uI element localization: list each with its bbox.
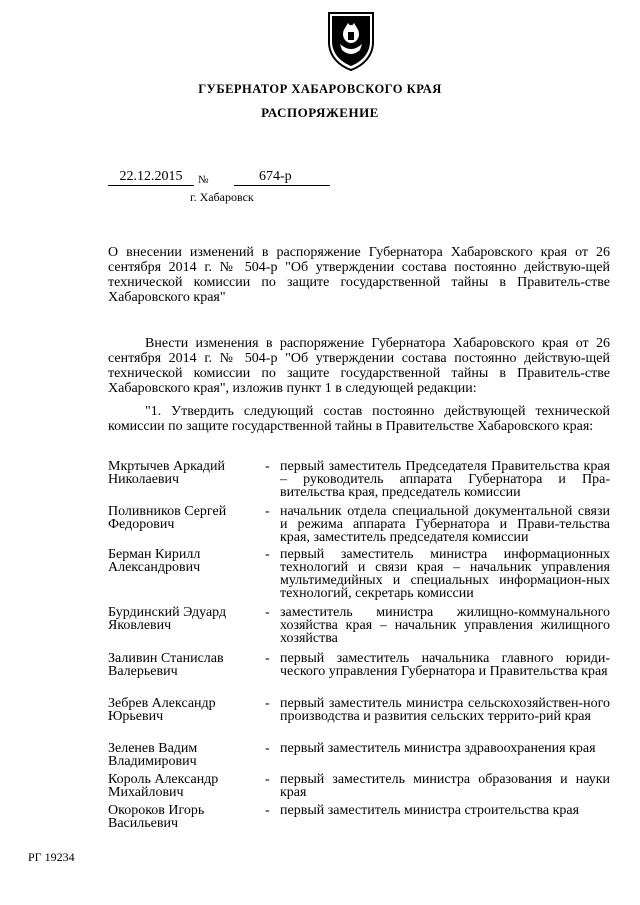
body-intro-text: Внести изменения в распоряжение Губернатора Хабаровского края от 26 сентября 2014 г. № 504-р "Об утверждении состава постоянно действую-щей технической комиссии по защите государственной тайны в Правитель-стве Хабаровского края", изложив пункт 1 в следующей редакции: [108,336,610,396]
member-row [108,804,610,834]
document-number: 674-р [234,169,330,186]
body-intro [108,336,610,396]
member-dash: - [265,696,270,711]
member-name: Зеленев Вадим Владимирович [108,741,198,769]
document-city: г. Хабаровск [190,190,254,204]
member-name: Бурдинский Эдуард Яковлевич [108,605,227,633]
registration-number: РГ 19234 [28,850,75,864]
members-list [108,460,610,834]
member-dash: - [265,504,270,519]
member-position: первый заместитель начальника главного юриди-ческого управления Губернатора и Правительства края [280,651,610,679]
member-row [108,606,610,652]
member-row [108,548,610,606]
member-row [108,697,610,742]
member-name: Поливников Сергей Федорович [108,504,227,532]
member-name: Берман Кирилл Александрович [108,547,201,575]
member-name: Окороков Игорь Васильевич [108,803,205,831]
member-position: начальник отдела специальной документальной связи и режима аппарата Губернатора и Прави-тельства края, заместитель председателя комиссии [280,504,610,545]
member-row [108,773,610,804]
member-dash: - [265,741,270,756]
document-type: РАСПОРЯЖЕНИЕ [261,105,379,120]
member-position: первый заместитель министра образования и науки края [280,772,610,800]
member-dash: - [265,459,270,474]
issuer-title: ГУБЕРНАТОР ХАБАРОВСКОГО КРАЯ [198,82,442,96]
member-name: Мкртычев Аркадий Николаевич [108,459,225,487]
document-date: 22.12.2015 [108,169,194,186]
member-dash: - [265,803,270,818]
member-dash: - [265,651,270,666]
body-quote [108,404,610,434]
member-row [108,652,610,697]
member-position: первый заместитель министра строительства края [280,803,580,818]
member-name: Зебрев Александр Юрьевич [108,696,216,724]
member-row [108,505,610,548]
member-position: первый заместитель министра информационных технологий и связи края – начальник управления мультимедийных и специальных информацион-ных технологий, секретарь комиссии [280,547,610,601]
member-position: первый заместитель Председателя Правительства края – руководитель аппарата Губернатора и Пра-вительства края, председатель комиссии [280,459,610,500]
number-sign: № [198,174,209,186]
member-row [108,460,610,505]
member-name: Заливин Станислав Валерьевич [108,651,224,679]
coat-of-arms-icon [326,10,376,72]
member-dash: - [265,605,270,620]
member-dash: - [265,772,270,787]
body-quote-text: "1. Утвердить следующий состав постоянно действующей технической комиссии по защите государственной тайны в Правительстве Хабаровского края: [108,404,610,434]
document-subject: О внесении изменений в распоряжение Губернатора Хабаровского края от 26 сентября 2014 г. № 504-р "Об утверждении состава постоянно действую-щей технической комиссии по защите государственной тайны в Правитель-стве Хабаровского края" [108,245,610,305]
member-position: первый заместитель министра здравоохранения края [280,741,596,756]
member-name: Король Александр Михайлович [108,772,219,800]
member-position: заместитель министра жилищно-коммунального хозяйства края – начальник управления жилищного хозяйства [280,605,610,646]
member-row [108,742,610,773]
member-dash: - [265,547,270,562]
member-position: первый заместитель министра сельскохозяйствен-ного производства и развития сельских террито-рий края [280,696,610,724]
